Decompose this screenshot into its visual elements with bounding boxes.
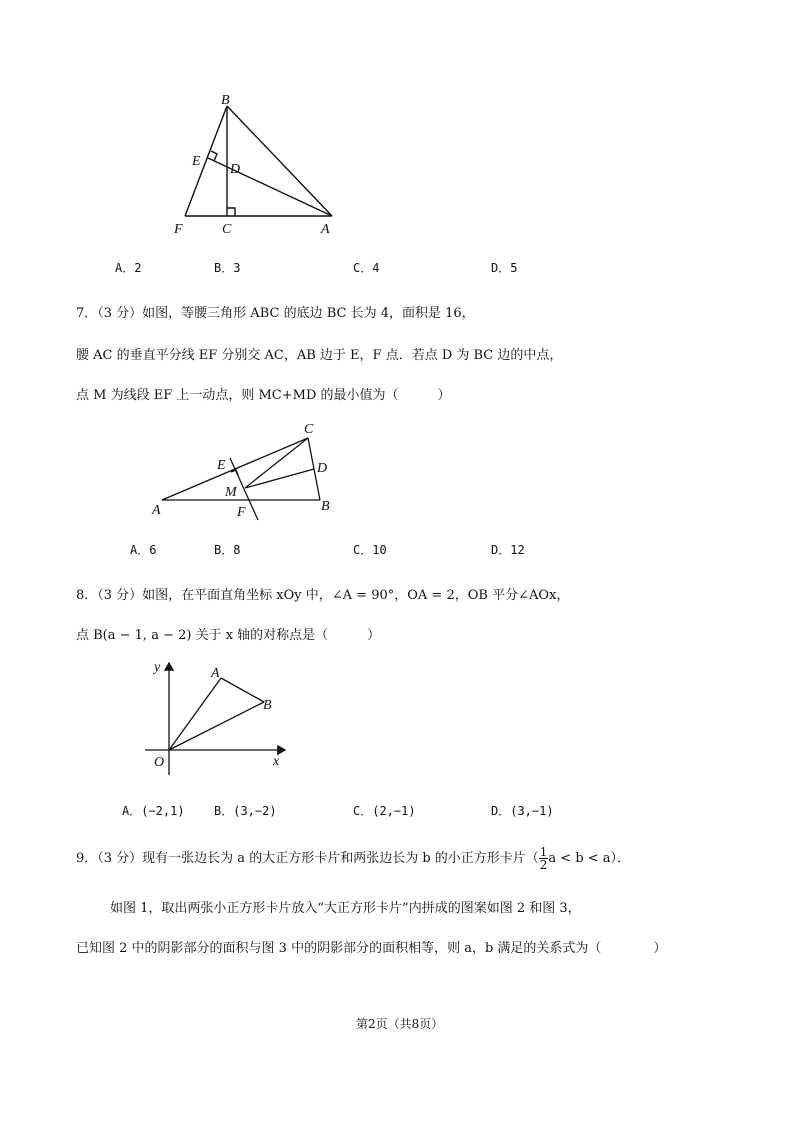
label-C: C <box>304 422 314 437</box>
q7-option-a[interactable]: A．6 <box>130 543 157 557</box>
segment-OB <box>169 702 264 750</box>
label-B: B <box>263 698 272 713</box>
label-B: B <box>221 95 230 108</box>
label-B: B <box>321 499 330 514</box>
label-D: D <box>317 461 328 476</box>
right-angle-mark-C <box>227 208 235 216</box>
q9-stem-line1-a: 9．（3 分）现有一张边长为 a 的大正方形卡片和两张边长为 b 的小正方形卡片（ <box>76 851 539 866</box>
segment-MC <box>245 438 308 488</box>
q7-stem-line2: 腰 AC 的垂直平分线 EF 分别交 AC，AB 边于 E，F 点．若点 D 为 BC 边的中点， <box>76 348 563 363</box>
q9-stem-line3: 已知图 2 中的阴影部分的面积与图 3 中的阴影部分的面积相等，则 a，b 满足的关系式为（ ） <box>76 941 667 956</box>
label-A: A <box>211 666 220 681</box>
label-F: F <box>237 505 246 520</box>
label-E: E <box>192 154 201 169</box>
label-A: A <box>321 222 330 237</box>
segment-AB <box>221 678 264 702</box>
q8-option-d[interactable]: D．(3,−1) <box>491 804 554 818</box>
label-C: C <box>222 222 232 237</box>
label-E: E <box>217 458 226 473</box>
q7-option-d[interactable]: D．12 <box>491 543 525 557</box>
label-O: O <box>154 755 165 770</box>
label-D: D <box>230 162 241 177</box>
label-y: y <box>154 660 161 675</box>
figure-q7 <box>145 418 345 523</box>
q6-option-c[interactable]: C．4 <box>353 261 380 275</box>
q8-stem-line2: 点 B(a − 1, a − 2) 关于 x 轴的对称点是（ ） <box>76 628 381 643</box>
q9-stem-line1 <box>76 846 630 871</box>
figure-q6 <box>160 95 360 240</box>
label-M: M <box>225 485 237 500</box>
q7-stem-line1: 7．（3 分）如图，等腰三角形 ABC 的底边 BC 长为 4，面积是 16， <box>76 306 475 321</box>
q7-stem-line3: 点 M 为线段 EF 上一动点，则 MC+MD 的最小值为（ ） <box>76 388 451 403</box>
segment-BA <box>227 106 332 216</box>
q6-option-b[interactable]: B．3 <box>214 261 241 275</box>
q9-stem-line2: 如图 1，取出两张小正方形卡片放入“大正方形卡片”内拼成的图案如图 2 和图 3， <box>110 901 581 916</box>
page-footer: 第2页（共8页） <box>356 1017 444 1031</box>
label-F: F <box>174 222 183 237</box>
q8-stem-line1: 8．（3 分）如图，在平面直角坐标 xOy 中，∠A = 90°，OA = 2，OB 平分∠AOx， <box>76 588 570 603</box>
label-A: A <box>152 503 161 518</box>
q7-option-b[interactable]: B．8 <box>214 543 241 557</box>
q8-option-b[interactable]: B．(3,−2) <box>214 804 277 818</box>
q7-option-c[interactable]: C．10 <box>353 543 387 557</box>
q8-option-a[interactable]: A．(−2,1) <box>122 804 185 818</box>
label-x: x <box>273 754 280 769</box>
q8-option-c[interactable]: C．(2,−1) <box>353 804 416 818</box>
q9-fraction: $\frac{1}{2}$ <box>539 845 548 872</box>
q6-option-d[interactable]: D．5 <box>491 261 518 275</box>
segment-OA <box>169 678 221 750</box>
q6-option-a[interactable]: A．2 <box>115 261 142 275</box>
figure-q8 <box>140 655 300 780</box>
q9-stem-line1-b: a < b < a）． <box>548 851 631 866</box>
segment-MD <box>245 469 314 488</box>
